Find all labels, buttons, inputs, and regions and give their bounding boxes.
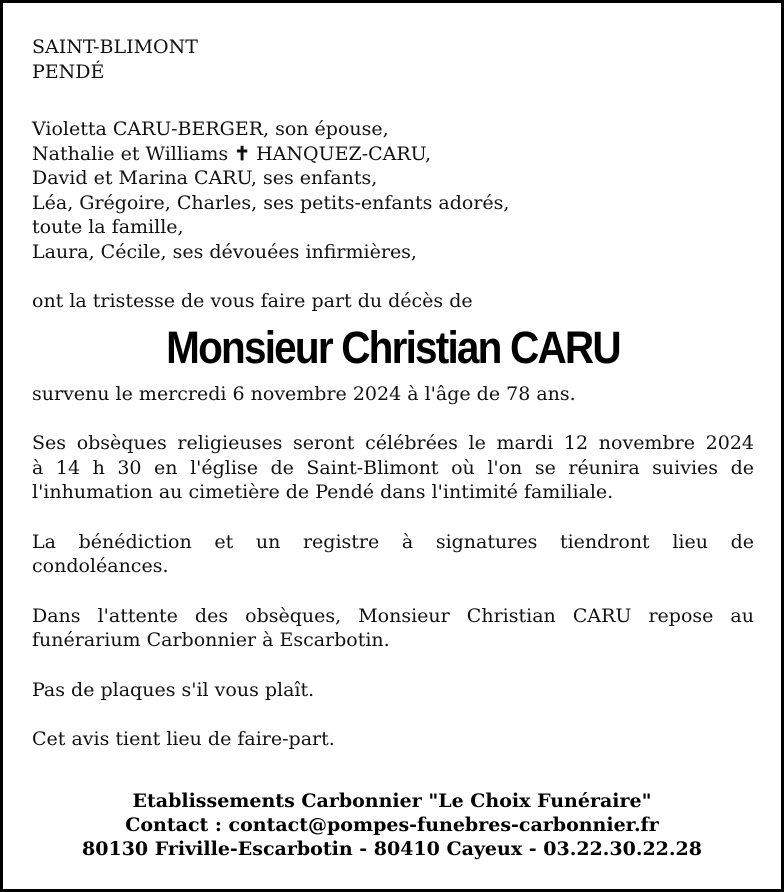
funeral-details [32, 431, 754, 505]
blessing-details [32, 530, 754, 579]
notice-note: Cet avis tient lieu de faire-part. [32, 728, 335, 750]
footer-address: 80130 Friville-Escarbotin - 80410 Cayeux - 03.22.30.22.28 [82, 838, 702, 860]
funeral-line-3: l'inhumation au cimetière de Pendé dans l'intimité familiale. [32, 481, 614, 503]
location-line-1: SAINT-BLIMONT [32, 36, 198, 58]
location-line-2: PENDÉ [32, 60, 105, 83]
notice-body [32, 35, 754, 777]
death-info: survenu le mercredi 6 novembre 2024 à l'âge de 78 ans. [32, 382, 576, 405]
cross-icon: ✝ [234, 142, 251, 165]
rest-line-1: Dans l'attente des obsèques, Monsieur Christian CARU repose au [32, 604, 754, 627]
family-line-4: Léa, Grégoire, Charles, ses petits-enfants adorés, [32, 191, 510, 214]
blessing-line-2: condoléances. [32, 555, 169, 577]
family-line-1: Violetta CARU-BERGER, son épouse, [32, 118, 389, 140]
family-line-2 [32, 142, 754, 167]
family-line-6: Laura, Cécile, ses dévouées infirmières, [32, 240, 417, 263]
funeral-line-1: Ses obsèques religieuses seront célébrées le mardi 12 novembre 2024 [32, 432, 754, 454]
announcement-text: ont la tristesse de vous faire part du décès de [32, 290, 473, 312]
deceased-name: Monsieur Christian CARU [166, 321, 620, 373]
family-list [32, 117, 754, 264]
funeral-line-2: à 14 h 30 en l'église de Saint-Blimont où l'on se réunira suivies de [32, 456, 754, 479]
footer-contact: Contact : contact@pompes-funebres-carbonnier.fr [125, 814, 659, 836]
blessing-line-1: La bénédiction et un registre à signatures tiendront lieu de [32, 530, 754, 553]
funeral-home-footer [3, 789, 781, 861]
family-line-2-end: HANQUEZ-CARU, [250, 142, 431, 165]
family-line-5: toute la famille, [32, 216, 184, 238]
rest-line-2: funérarium Carbonnier à Escarbotin. [32, 629, 390, 651]
family-line-3: David et Marina CARU, ses enfants, [32, 167, 378, 189]
rest-details [32, 604, 754, 653]
family-line-2-start: Nathalie et Williams [32, 142, 235, 165]
location-header [32, 35, 754, 84]
no-plaques-note: Pas de plaques s'il vous plaît. [32, 678, 315, 701]
footer-company: Etablissements Carbonnier "Le Choix Funéraire" [132, 790, 652, 812]
